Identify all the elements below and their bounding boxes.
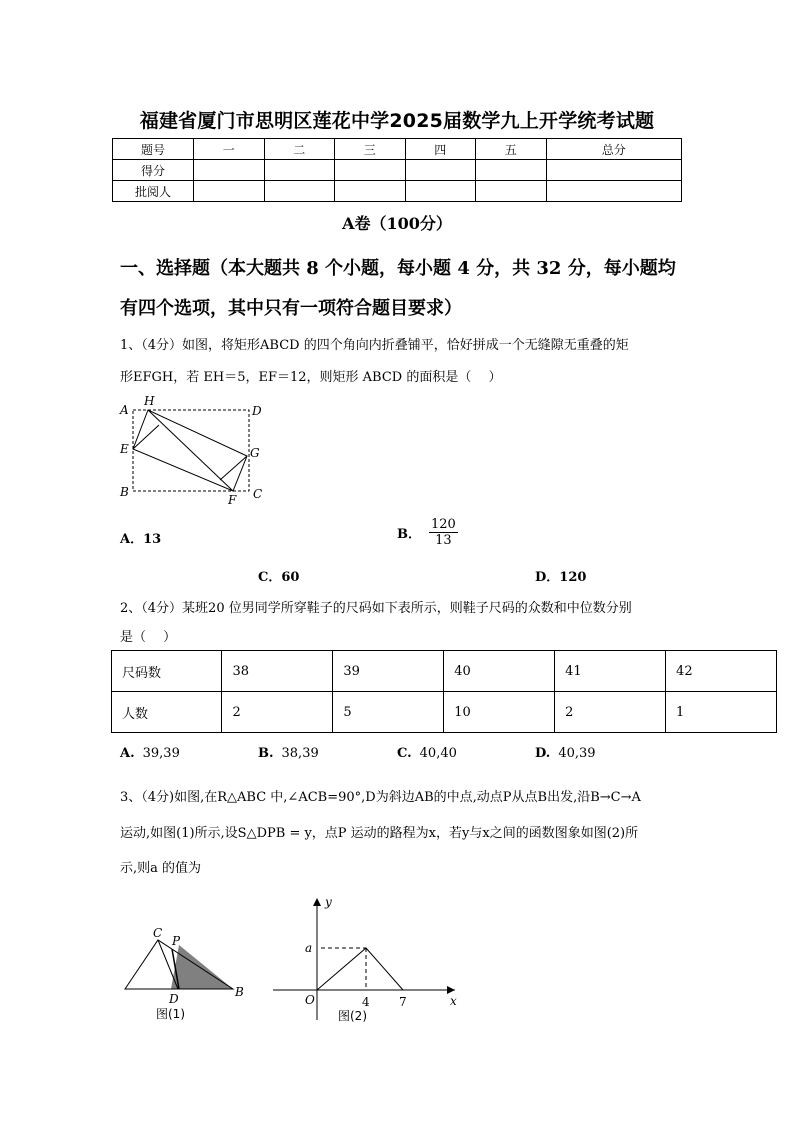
option-value: 38,39 [281, 746, 319, 761]
option-letter: D. [535, 746, 551, 761]
score-header-cell: 一 [194, 139, 265, 160]
shoe-table-cell: 人数 [112, 692, 222, 733]
paper-label: A卷（100分） [342, 214, 452, 233]
q2-option-c[interactable] [397, 746, 457, 761]
score-cell [476, 160, 547, 181]
shoe-table-cell: 10 [444, 692, 555, 733]
q1-option-d[interactable] [535, 566, 586, 585]
label-H: H [144, 394, 155, 408]
score-table-row [113, 160, 682, 181]
origin-label: O [305, 993, 315, 1007]
q1-rectangle-figure [110, 392, 280, 510]
fraction-denominator: 13 [435, 533, 452, 548]
score-row-label: 批阅人 [113, 181, 194, 202]
option-value: 120 [559, 570, 587, 585]
q1-text-line2: 形EFGH，若 EH＝5，EF＝12，则矩形 ABCD 的面积是（ ） [120, 370, 502, 385]
score-cell [194, 181, 265, 202]
fraction [429, 517, 458, 548]
shoe-table-cell: 1 [666, 692, 777, 733]
figure1-caption: 图(1) [156, 1007, 185, 1021]
option-letter: D． [535, 570, 560, 585]
shoe-table-row [112, 692, 777, 733]
option-value: 13 [143, 532, 162, 547]
section-heading-line1: 一、选择题（本大题共 8 个小题，每小题 4 分，共 32 分，每小题均 [120, 258, 676, 279]
score-cell [476, 181, 547, 202]
shoe-table-cell: 41 [555, 651, 666, 692]
q2-text-line1: 2、（4分）某班20 位男同学所穿鞋子的尺码如下表所示，则鞋子尺码的众数和中位数分别 [120, 601, 632, 616]
label-G: G [250, 446, 260, 460]
shoe-table-cell: 2 [555, 692, 666, 733]
label-A: A [120, 403, 129, 417]
score-cell [546, 160, 682, 181]
label-D: D [169, 992, 179, 1006]
score-cell [335, 160, 406, 181]
label-P: P [172, 934, 181, 948]
q3-text-line1: 3、（4分)如图,在R△ABC 中,∠ACB=90°,D为斜边AB的中点,动点P从点B出发,沿B→C→A [120, 790, 641, 805]
score-cell [194, 160, 265, 181]
function-graph [273, 895, 457, 1023]
shoe-table-cell: 5 [333, 692, 444, 733]
q3-text-line2: 运动,如图(1)所示,设S△DPB = y，点P 运动的路程为x，若y与x之间的函数图象如图(2)所 [120, 826, 639, 841]
axis-label-y: y [325, 895, 332, 909]
score-cell [405, 160, 476, 181]
triangle-figure [125, 926, 244, 1021]
score-header-cell: 四 [405, 139, 476, 160]
option-value: 60 [281, 570, 300, 585]
q1-option-b[interactable] [397, 517, 458, 548]
q2-option-b[interactable] [258, 746, 319, 761]
label-F: F [228, 493, 237, 507]
label-D: D [252, 404, 262, 418]
option-value: 39,39 [142, 746, 180, 761]
option-letter: A. [120, 746, 135, 761]
q2-text-line2: 是（ ） [120, 630, 177, 645]
score-header-cell: 三 [335, 139, 406, 160]
q2-option-a[interactable] [120, 746, 180, 761]
score-row-label: 得分 [113, 160, 194, 181]
shoe-table-cell: 38 [222, 651, 333, 692]
q1-option-a[interactable] [120, 528, 161, 547]
option-letter: B. [258, 746, 274, 761]
section-heading-line2: 有四个选项，其中只有一项符合题目要求） [120, 298, 462, 319]
shoe-table-cell: 2 [222, 692, 333, 733]
label-a: a [305, 941, 313, 955]
score-cell [405, 181, 476, 202]
shoe-size-table [111, 650, 777, 733]
label-C: C [253, 487, 263, 501]
option-letter: A． [120, 532, 144, 547]
option-letter: C． [258, 570, 282, 585]
score-cell [335, 181, 406, 202]
label-C: C [153, 926, 163, 940]
score-header-cell: 总分 [546, 139, 682, 160]
tick-4: 4 [362, 995, 370, 1009]
score-header-cell: 五 [476, 139, 547, 160]
q3-figures [110, 890, 470, 1025]
score-header-cell: 二 [264, 139, 335, 160]
page-title: 福建省厦门市思明区莲花中学2025届数学九上开学统考试题 [139, 110, 655, 132]
shoe-table-cell: 39 [333, 651, 444, 692]
label-E: E [120, 442, 129, 456]
q1-text-line1: 1、（4分）如图，将矩形ABCD 的四个角向内折叠铺平，恰好拼成一个无缝隙无重叠的矩 [120, 338, 629, 353]
score-cell [264, 160, 335, 181]
shoe-table-cell: 40 [444, 651, 555, 692]
score-table-row [113, 181, 682, 202]
q2-option-d[interactable] [535, 746, 596, 761]
option-value: 40,40 [419, 746, 457, 761]
fraction-numerator: 120 [431, 517, 456, 532]
q3-text-line3: 示,则a 的值为 [120, 861, 202, 876]
axis-label-x: x [450, 994, 457, 1008]
figure2-caption: 图(2) [338, 1009, 367, 1023]
score-table [112, 138, 682, 202]
shoe-table-cell: 42 [666, 651, 777, 692]
score-cell [264, 181, 335, 202]
shoe-table-cell: 尺码数 [112, 651, 222, 692]
label-B: B [120, 485, 129, 499]
q1-option-c[interactable] [258, 566, 299, 585]
option-letter: B． [397, 527, 421, 542]
option-value: 40,39 [558, 746, 596, 761]
score-table-header-row [113, 139, 682, 160]
shoe-table-row [112, 651, 777, 692]
option-letter: C. [397, 746, 412, 761]
tick-7: 7 [399, 995, 407, 1009]
score-header-cell: 题号 [113, 139, 194, 160]
score-cell [546, 181, 682, 202]
label-B: B [235, 985, 244, 999]
